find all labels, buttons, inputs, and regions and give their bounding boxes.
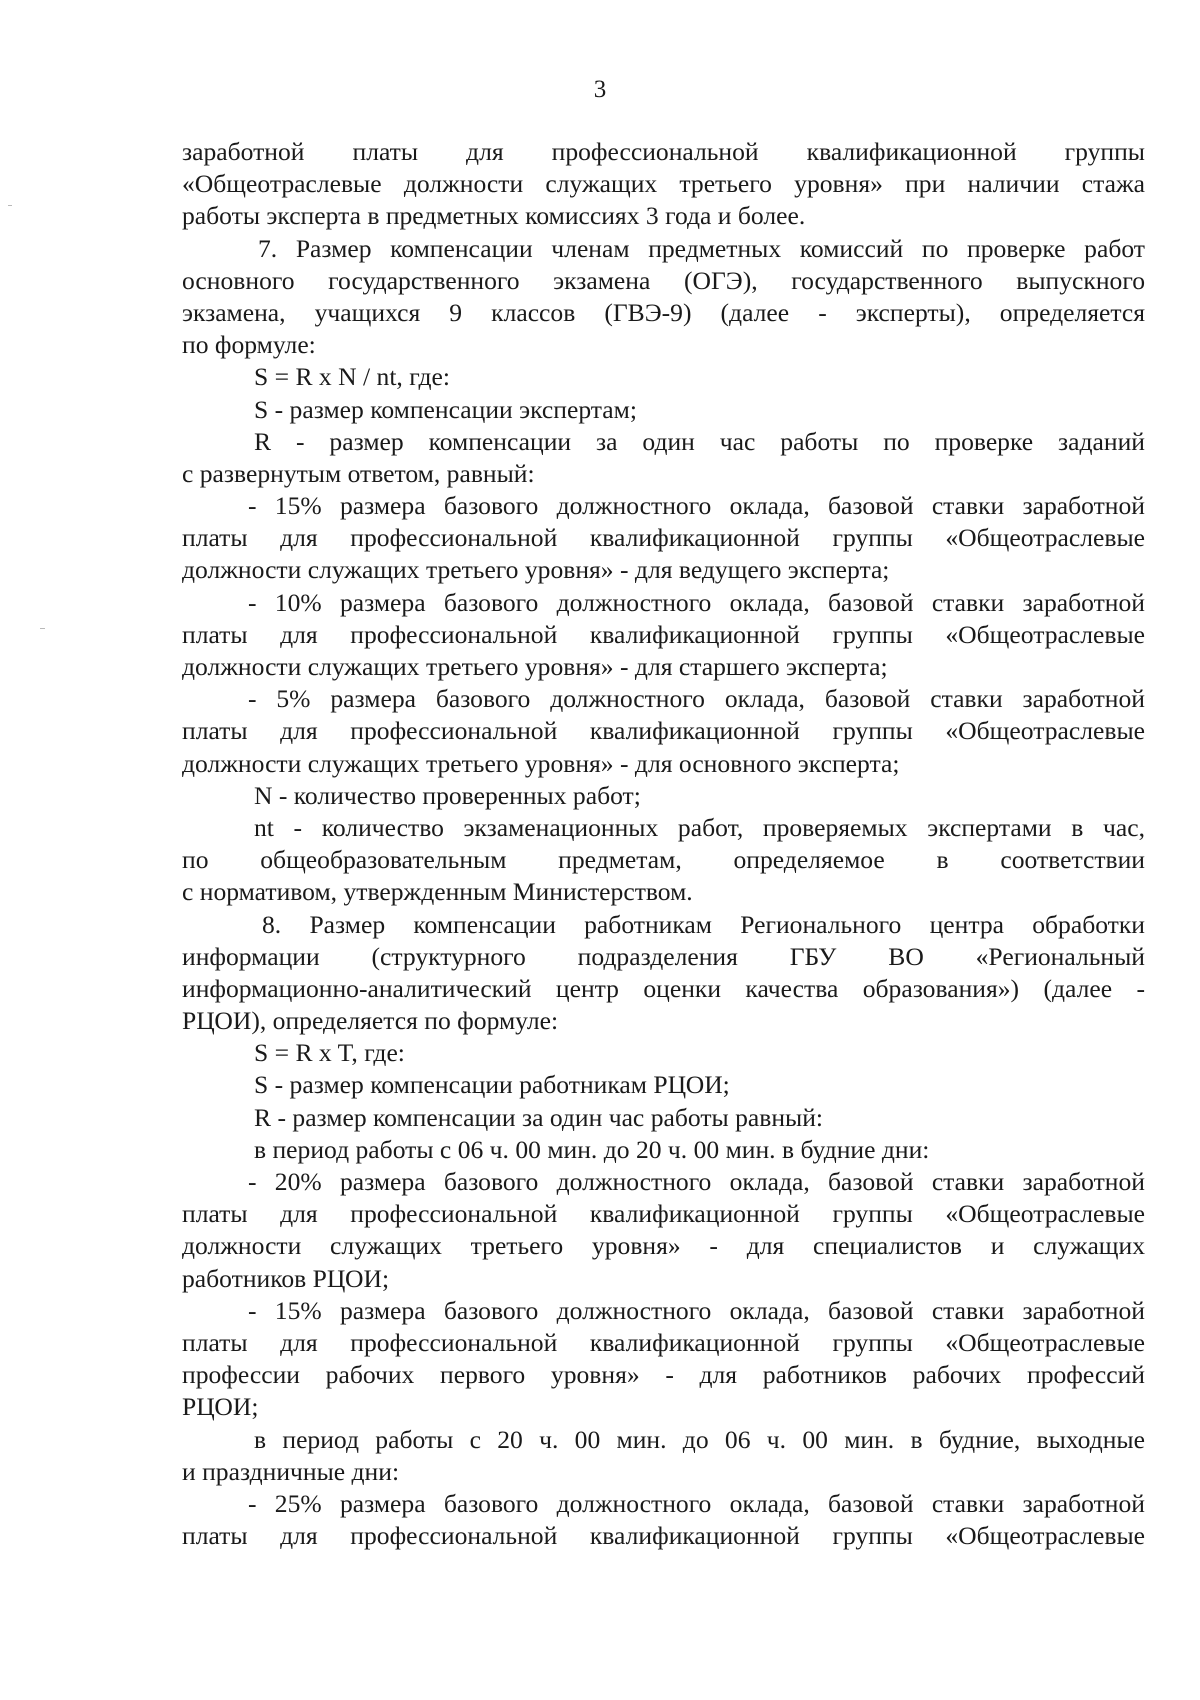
text-line: - 5% размера базового должностного оклада, базовой ставки заработной: [248, 684, 1145, 714]
text-line: платы для профессиональной квалификационной группы «Общеотраслевые: [182, 1327, 1145, 1357]
text-line: R - размер компенсации за один час работы по проверке заданий: [254, 426, 1145, 456]
text-line: платы для профессиональной квалификационной группы «Общеотраслевые: [182, 619, 1145, 649]
body-text: [182, 136, 1145, 1552]
text-line: - 25% размера базового должностного оклада, базовой ставки заработной: [248, 1488, 1145, 1518]
text-line: в период работы с 20 ч. 00 мин. до 06 ч. 00 мин. в будние, выходные: [254, 1424, 1145, 1454]
text-line: РЦОИ;: [182, 1392, 259, 1422]
text-line: должности служащих третьего уровня» - для ведущего эксперта;: [182, 555, 890, 585]
page-number: 3: [593, 76, 607, 103]
text-line: должности служащих третьего уровня» - для старшего эксперта;: [182, 652, 888, 681]
text-line: и праздничные дни:: [182, 1456, 400, 1486]
text-line: профессии рабочих первого уровня» - для работников рабочих профессий: [182, 1360, 1145, 1390]
text-line: R - размер компенсации за один час работы равный:: [254, 1102, 824, 1132]
text-line: по общеобразовательным предметам, определяемое в соответствии: [182, 845, 1145, 875]
text-line: nt - количество экзаменационных работ, проверяемых экспертами в час,: [254, 812, 1145, 842]
text-line: «Общеотраслевые должности служащих третьего уровня» при наличии стажа: [182, 169, 1145, 199]
text-line: экзамена, учащихся 9 классов (ГВЭ-9) (далее - эксперты), определяется: [182, 297, 1145, 327]
text-line: информационно-аналитический центр оценки качества образования») (далее -: [182, 973, 1145, 1003]
text-line: работы эксперта в предметных комиссиях 3 года и более.: [182, 201, 806, 231]
text-line: - 20% размера базового должностного оклада, базовой ставки заработной: [248, 1167, 1145, 1196]
text-line: с нормативом, утвержденным Министерством.: [182, 877, 693, 907]
text-line: - 15% размера базового должностного оклада, базовой ставки заработной: [248, 491, 1145, 521]
text-line: работников РЦОИ;: [182, 1263, 390, 1293]
text-line: S - размер компенсации работникам РЦОИ;: [254, 1070, 730, 1100]
text-line: в период работы с 06 ч. 00 мин. до 20 ч. 00 мин. в будние дни:: [254, 1134, 930, 1164]
text-line: платы для профессиональной квалификационной группы «Общеотраслевые: [182, 1199, 1145, 1229]
text-line: 7. Размер компенсации членам предметных комиссий по проверке работ: [258, 233, 1145, 263]
text-line: N - количество проверенных работ;: [254, 780, 641, 810]
text-line: платы для профессиональной квалификационной группы «Общеотраслевые: [182, 716, 1145, 746]
text-line: информации (структурного подразделения ГБУ ВО «Региональный: [182, 941, 1145, 971]
text-line: с развернутым ответом, равный:: [182, 458, 535, 488]
text-line: заработной платы для профессиональной квалификационной группы: [182, 137, 1145, 166]
formula: S = R x N / nt, где:: [254, 362, 450, 392]
text-line: основного государственного экзамена (ОГЭ), государственного выпускного: [182, 265, 1145, 295]
text-line: РЦОИ), определяется по формуле:: [182, 1006, 559, 1036]
scan-mark: [8, 205, 12, 206]
text-line: - 15% размера базового должностного оклада, базовой ставки заработной: [248, 1295, 1145, 1325]
text-line: - 10% размера базового должностного оклада, базовой ставки заработной: [248, 587, 1145, 617]
text-line: по формуле:: [182, 330, 316, 360]
formula: S = R x T, где:: [254, 1038, 405, 1068]
text-line: должности служащих третьего уровня» - для специалистов и служащих: [182, 1231, 1145, 1261]
text-line: 8. Размер компенсации работникам Регионального центра обработки: [262, 909, 1145, 939]
text-line: платы для профессиональной квалификационной группы «Общеотраслевые: [182, 1521, 1145, 1551]
text-line: платы для профессиональной квалификационной группы «Общеотраслевые: [182, 523, 1145, 553]
text-line: S - размер компенсации экспертам;: [254, 394, 637, 424]
text-line: должности служащих третьего уровня» - для основного эксперта;: [182, 748, 900, 778]
scan-mark: [40, 628, 45, 629]
